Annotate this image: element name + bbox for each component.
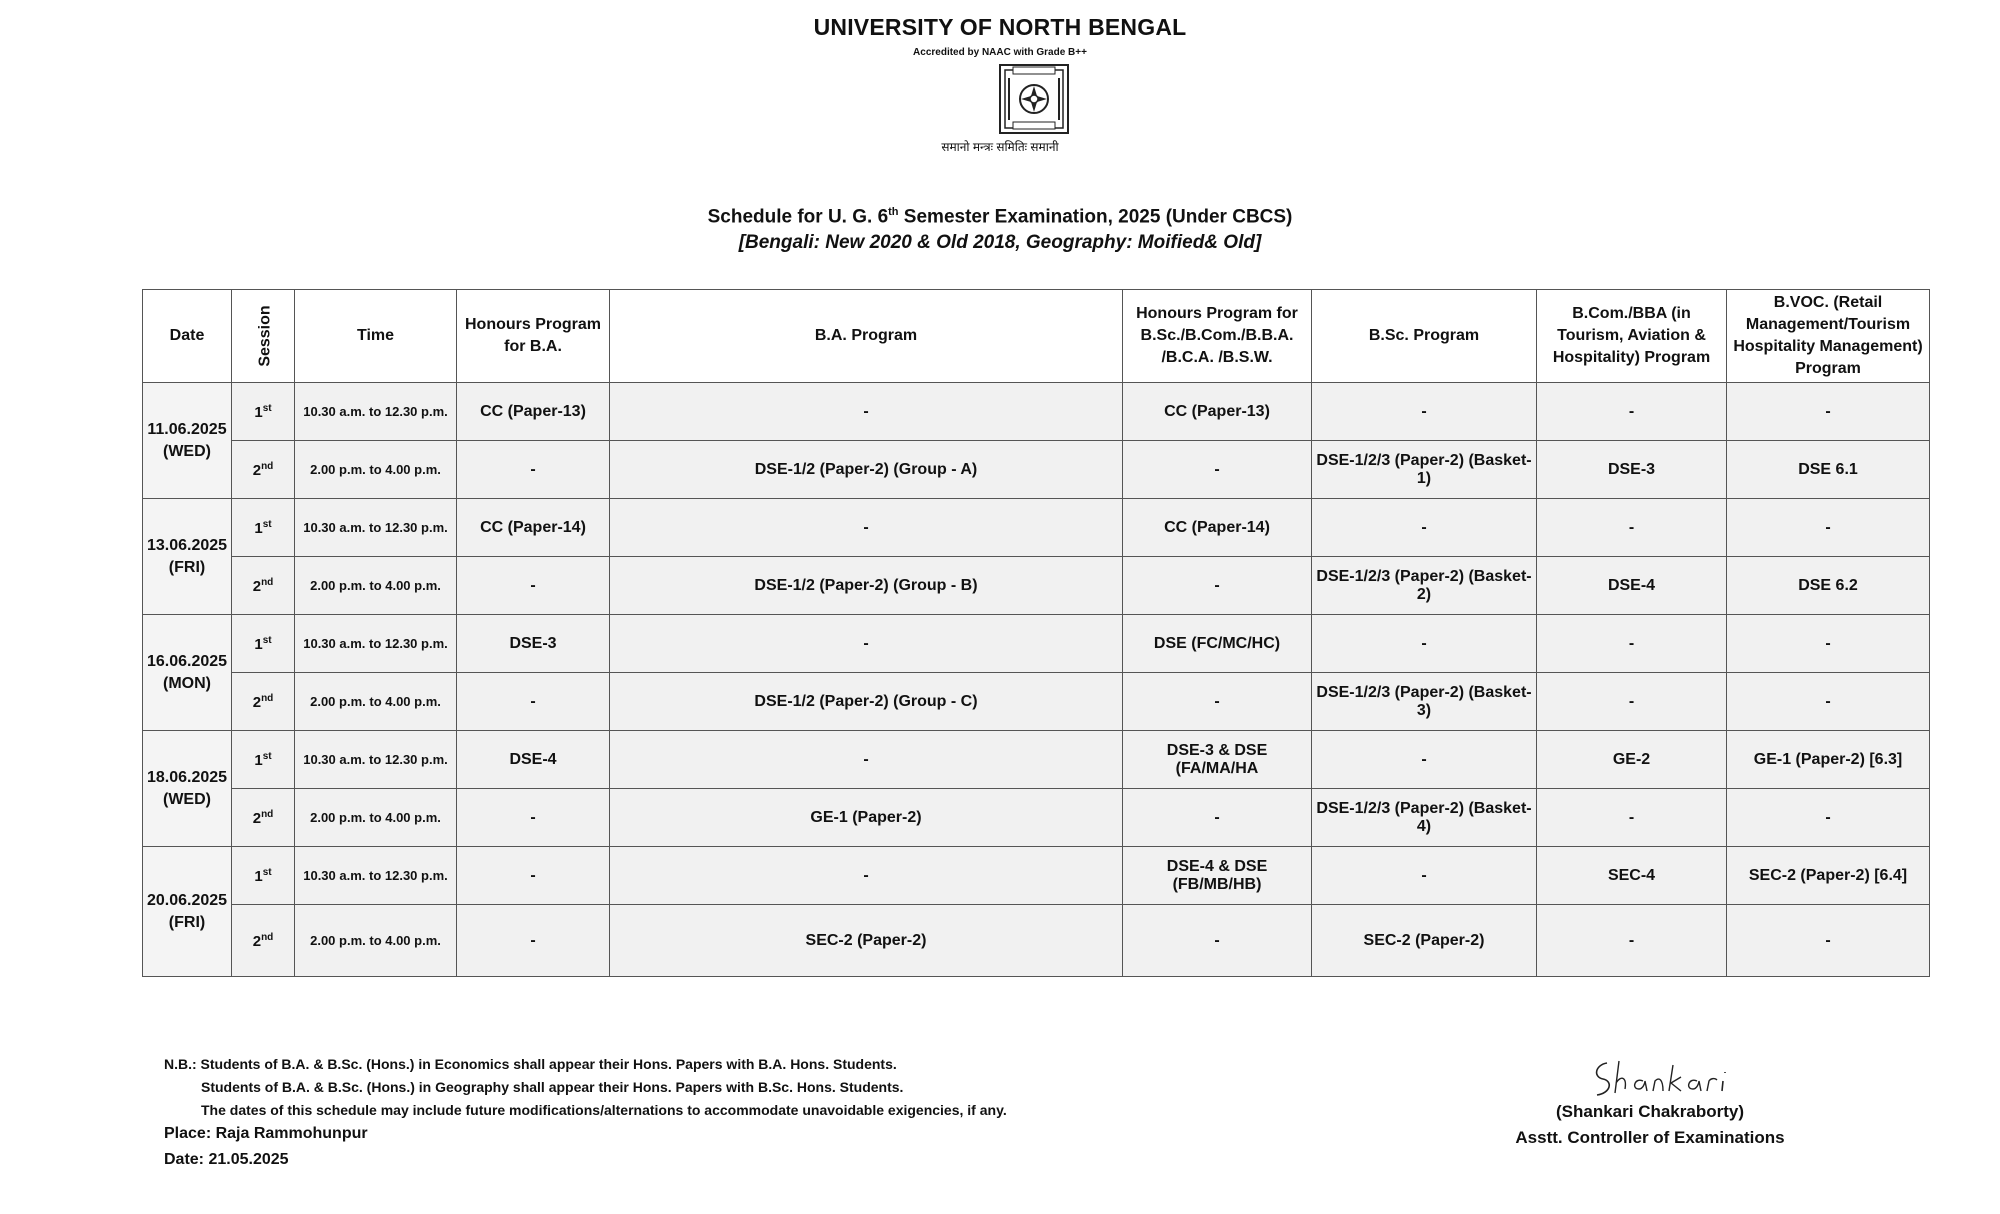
signatory-name: (Shankari Chakraborty) bbox=[1556, 1102, 1744, 1121]
cell-bsc-program: DSE-1/2/3 (Paper-2) (Basket-1) bbox=[1312, 441, 1537, 499]
exam-schedule-table bbox=[142, 289, 1930, 977]
cell-date bbox=[143, 383, 232, 499]
cell-bvoc: - bbox=[1727, 499, 1930, 557]
table-row bbox=[143, 615, 1930, 673]
cell-hons-bsc: DSE (FC/MC/HC) bbox=[1123, 615, 1312, 673]
cell-hons-ba: CC (Paper-14) bbox=[457, 499, 610, 557]
cell-bcom-bba: - bbox=[1537, 905, 1727, 977]
cell-date bbox=[143, 499, 232, 615]
university-seal-logo bbox=[999, 64, 1069, 134]
cell-time: 2.00 p.m. to 4.00 p.m. bbox=[295, 673, 457, 731]
cell-hons-ba: - bbox=[457, 847, 610, 905]
cell-bvoc: DSE 6.1 bbox=[1727, 441, 1930, 499]
cell-session: 2nd bbox=[232, 789, 295, 847]
table-row bbox=[143, 731, 1930, 789]
handwritten-signature bbox=[1585, 1055, 1745, 1100]
cell-ba-program: DSE-1/2 (Paper-2) (Group - A) bbox=[610, 441, 1123, 499]
cell-hons-bsc: CC (Paper-14) bbox=[1123, 499, 1312, 557]
cell-hons-bsc: - bbox=[1123, 905, 1312, 977]
cell-time: 10.30 a.m. to 12.30 p.m. bbox=[295, 499, 457, 557]
exam-weekday: (FRI) bbox=[168, 913, 206, 931]
cell-bcom-bba: - bbox=[1537, 789, 1727, 847]
cell-bcom-bba: DSE-3 bbox=[1537, 441, 1727, 499]
table-row bbox=[143, 673, 1930, 731]
cell-hons-bsc: - bbox=[1123, 441, 1312, 499]
cell-bcom-bba: SEC-4 bbox=[1537, 847, 1727, 905]
cell-ba-program: - bbox=[610, 499, 1123, 557]
cell-bvoc: - bbox=[1727, 789, 1930, 847]
header-bvoc: B.VOC. (Retail Management/Tourism Hospitality Management) Program bbox=[1727, 290, 1930, 383]
cell-hons-ba: DSE-3 bbox=[457, 615, 610, 673]
cell-ba-program: - bbox=[610, 731, 1123, 789]
table-body bbox=[143, 383, 1930, 977]
cell-session: 1st bbox=[232, 499, 295, 557]
cell-hons-bsc: DSE-3 & DSE (FA/MA/HA bbox=[1123, 731, 1312, 789]
cell-ba-program: - bbox=[610, 847, 1123, 905]
table-row bbox=[143, 789, 1930, 847]
exam-weekday: (WED) bbox=[163, 442, 211, 460]
place-text: Place: Raja Rammohunpur bbox=[164, 1125, 368, 1142]
cell-bcom-bba: GE-2 bbox=[1537, 731, 1727, 789]
cell-time: 10.30 a.m. to 12.30 p.m. bbox=[295, 383, 457, 441]
accreditation-text: Accredited by NAAC with Grade B++ bbox=[913, 47, 1087, 58]
header-time: Time bbox=[295, 290, 457, 383]
header-bcom-bba: B.Com./BBA (in Tourism, Aviation & Hospitality) Program bbox=[1537, 290, 1727, 383]
schedule-title: Schedule for U. G. 6th Semester Examination, 2025 (Under CBCS) bbox=[707, 206, 1293, 228]
cell-hons-bsc: - bbox=[1123, 789, 1312, 847]
cell-bsc-program: - bbox=[1312, 615, 1537, 673]
signatory-title: Asstt. Controller of Examinations bbox=[1515, 1128, 1785, 1147]
cell-bvoc: - bbox=[1727, 905, 1930, 977]
cell-hons-ba: - bbox=[457, 789, 610, 847]
cell-hons-ba: - bbox=[457, 441, 610, 499]
table-row bbox=[143, 383, 1930, 441]
cell-bcom-bba: - bbox=[1537, 499, 1727, 557]
cell-hons-ba: - bbox=[457, 905, 610, 977]
cell-bvoc: - bbox=[1727, 673, 1930, 731]
header-bsc-program: B.Sc. Program bbox=[1312, 290, 1537, 383]
cell-bvoc: SEC-2 (Paper-2) [6.4] bbox=[1727, 847, 1930, 905]
issue-date-text: Date: 21.05.2025 bbox=[164, 1151, 289, 1168]
exam-date: 20.06.2025 bbox=[146, 891, 228, 909]
cell-time: 2.00 p.m. to 4.00 p.m. bbox=[295, 905, 457, 977]
cell-session: 2nd bbox=[232, 441, 295, 499]
cell-bcom-bba: - bbox=[1537, 383, 1727, 441]
cell-time: 2.00 p.m. to 4.00 p.m. bbox=[295, 557, 457, 615]
cell-bsc-program: DSE-1/2/3 (Paper-2) (Basket-2) bbox=[1312, 557, 1537, 615]
cell-time: 10.30 a.m. to 12.30 p.m. bbox=[295, 847, 457, 905]
cell-bcom-bba: - bbox=[1537, 673, 1727, 731]
cell-bsc-program: - bbox=[1312, 383, 1537, 441]
note-line: Students of B.A. & B.Sc. (Hons.) in Geography shall appear their Hons. Papers with B.Sc. Hons. Students. bbox=[201, 1079, 904, 1095]
cell-bcom-bba: DSE-4 bbox=[1537, 557, 1727, 615]
note-line: The dates of this schedule may include future modifications/alternations to accommodate unavoidable exigencies, if any. bbox=[201, 1102, 1007, 1118]
cell-bvoc: DSE 6.2 bbox=[1727, 557, 1930, 615]
cell-hons-ba: - bbox=[457, 673, 610, 731]
table-header-row bbox=[143, 290, 1930, 383]
cell-bsc-program: - bbox=[1312, 499, 1537, 557]
cell-bsc-program: DSE-1/2/3 (Paper-2) (Basket-3) bbox=[1312, 673, 1537, 731]
cell-hons-bsc: CC (Paper-13) bbox=[1123, 383, 1312, 441]
header-ba-program: B.A. Program bbox=[610, 290, 1123, 383]
note-line: N.B.: Students of B.A. & B.Sc. (Hons.) in Economics shall appear their Hons. Papers with B.A. Hons. Students. bbox=[164, 1056, 897, 1072]
cell-bvoc: GE-1 (Paper-2) [6.3] bbox=[1727, 731, 1930, 789]
cell-ba-program: DSE-1/2 (Paper-2) (Group - C) bbox=[610, 673, 1123, 731]
exam-weekday: (MON) bbox=[163, 674, 211, 692]
cell-session: 1st bbox=[232, 847, 295, 905]
cell-hons-bsc: - bbox=[1123, 673, 1312, 731]
table-row bbox=[143, 905, 1930, 977]
exam-weekday: (FRI) bbox=[168, 558, 206, 576]
cell-ba-program: DSE-1/2 (Paper-2) (Group - B) bbox=[610, 557, 1123, 615]
cell-ba-program: GE-1 (Paper-2) bbox=[610, 789, 1123, 847]
cell-bsc-program: - bbox=[1312, 847, 1537, 905]
cell-session: 2nd bbox=[232, 905, 295, 977]
cell-time: 10.30 a.m. to 12.30 p.m. bbox=[295, 615, 457, 673]
cell-time: 2.00 p.m. to 4.00 p.m. bbox=[295, 441, 457, 499]
cell-bsc-program: DSE-1/2/3 (Paper-2) (Basket-4) bbox=[1312, 789, 1537, 847]
cell-hons-ba: - bbox=[457, 557, 610, 615]
exam-date: 11.06.2025 bbox=[147, 420, 227, 438]
exam-date: 13.06.2025 bbox=[146, 536, 228, 554]
cell-bsc-program: SEC-2 (Paper-2) bbox=[1312, 905, 1537, 977]
table-row bbox=[143, 847, 1930, 905]
header-date: Date bbox=[143, 290, 232, 383]
university-name: UNIVERSITY OF NORTH BENGAL bbox=[813, 14, 1187, 40]
cell-date bbox=[143, 731, 232, 847]
cell-session: 1st bbox=[232, 731, 295, 789]
notes-block bbox=[164, 1053, 1007, 1122]
cell-bvoc: - bbox=[1727, 383, 1930, 441]
exam-date: 18.06.2025 bbox=[146, 768, 228, 786]
cell-bsc-program: - bbox=[1312, 731, 1537, 789]
table-row bbox=[143, 499, 1930, 557]
cell-session: 2nd bbox=[232, 673, 295, 731]
university-motto: समानो मन्त्रः समितिः समानी bbox=[941, 140, 1059, 154]
cell-session: 1st bbox=[232, 615, 295, 673]
exam-date: 16.06.2025 bbox=[146, 652, 228, 670]
table-row bbox=[143, 441, 1930, 499]
header-session: Session bbox=[232, 290, 295, 383]
cell-ba-program: - bbox=[610, 383, 1123, 441]
cell-bcom-bba: - bbox=[1537, 615, 1727, 673]
header-hons-ba: Honours Program for B.A. bbox=[457, 290, 610, 383]
cell-session: 1st bbox=[232, 383, 295, 441]
cell-date bbox=[143, 615, 232, 731]
cell-date bbox=[143, 847, 232, 977]
exam-weekday: (WED) bbox=[163, 790, 211, 808]
cell-ba-program: - bbox=[610, 615, 1123, 673]
cell-bvoc: - bbox=[1727, 615, 1930, 673]
cell-session: 2nd bbox=[232, 557, 295, 615]
cell-time: 10.30 a.m. to 12.30 p.m. bbox=[295, 731, 457, 789]
cell-hons-bsc: - bbox=[1123, 557, 1312, 615]
cell-hons-ba: CC (Paper-13) bbox=[457, 383, 610, 441]
cell-ba-program: SEC-2 (Paper-2) bbox=[610, 905, 1123, 977]
schedule-subtitle: [Bengali: New 2020 & Old 2018, Geography: Moified& Old] bbox=[738, 232, 1262, 253]
cell-hons-bsc: DSE-4 & DSE (FB/MB/HB) bbox=[1123, 847, 1312, 905]
table-row bbox=[143, 557, 1930, 615]
cell-hons-ba: DSE-4 bbox=[457, 731, 610, 789]
cell-time: 2.00 p.m. to 4.00 p.m. bbox=[295, 789, 457, 847]
header-hons-bsc: Honours Program for B.Sc./B.Com./B.B.A. /B.C.A. /B.S.W. bbox=[1123, 290, 1312, 383]
